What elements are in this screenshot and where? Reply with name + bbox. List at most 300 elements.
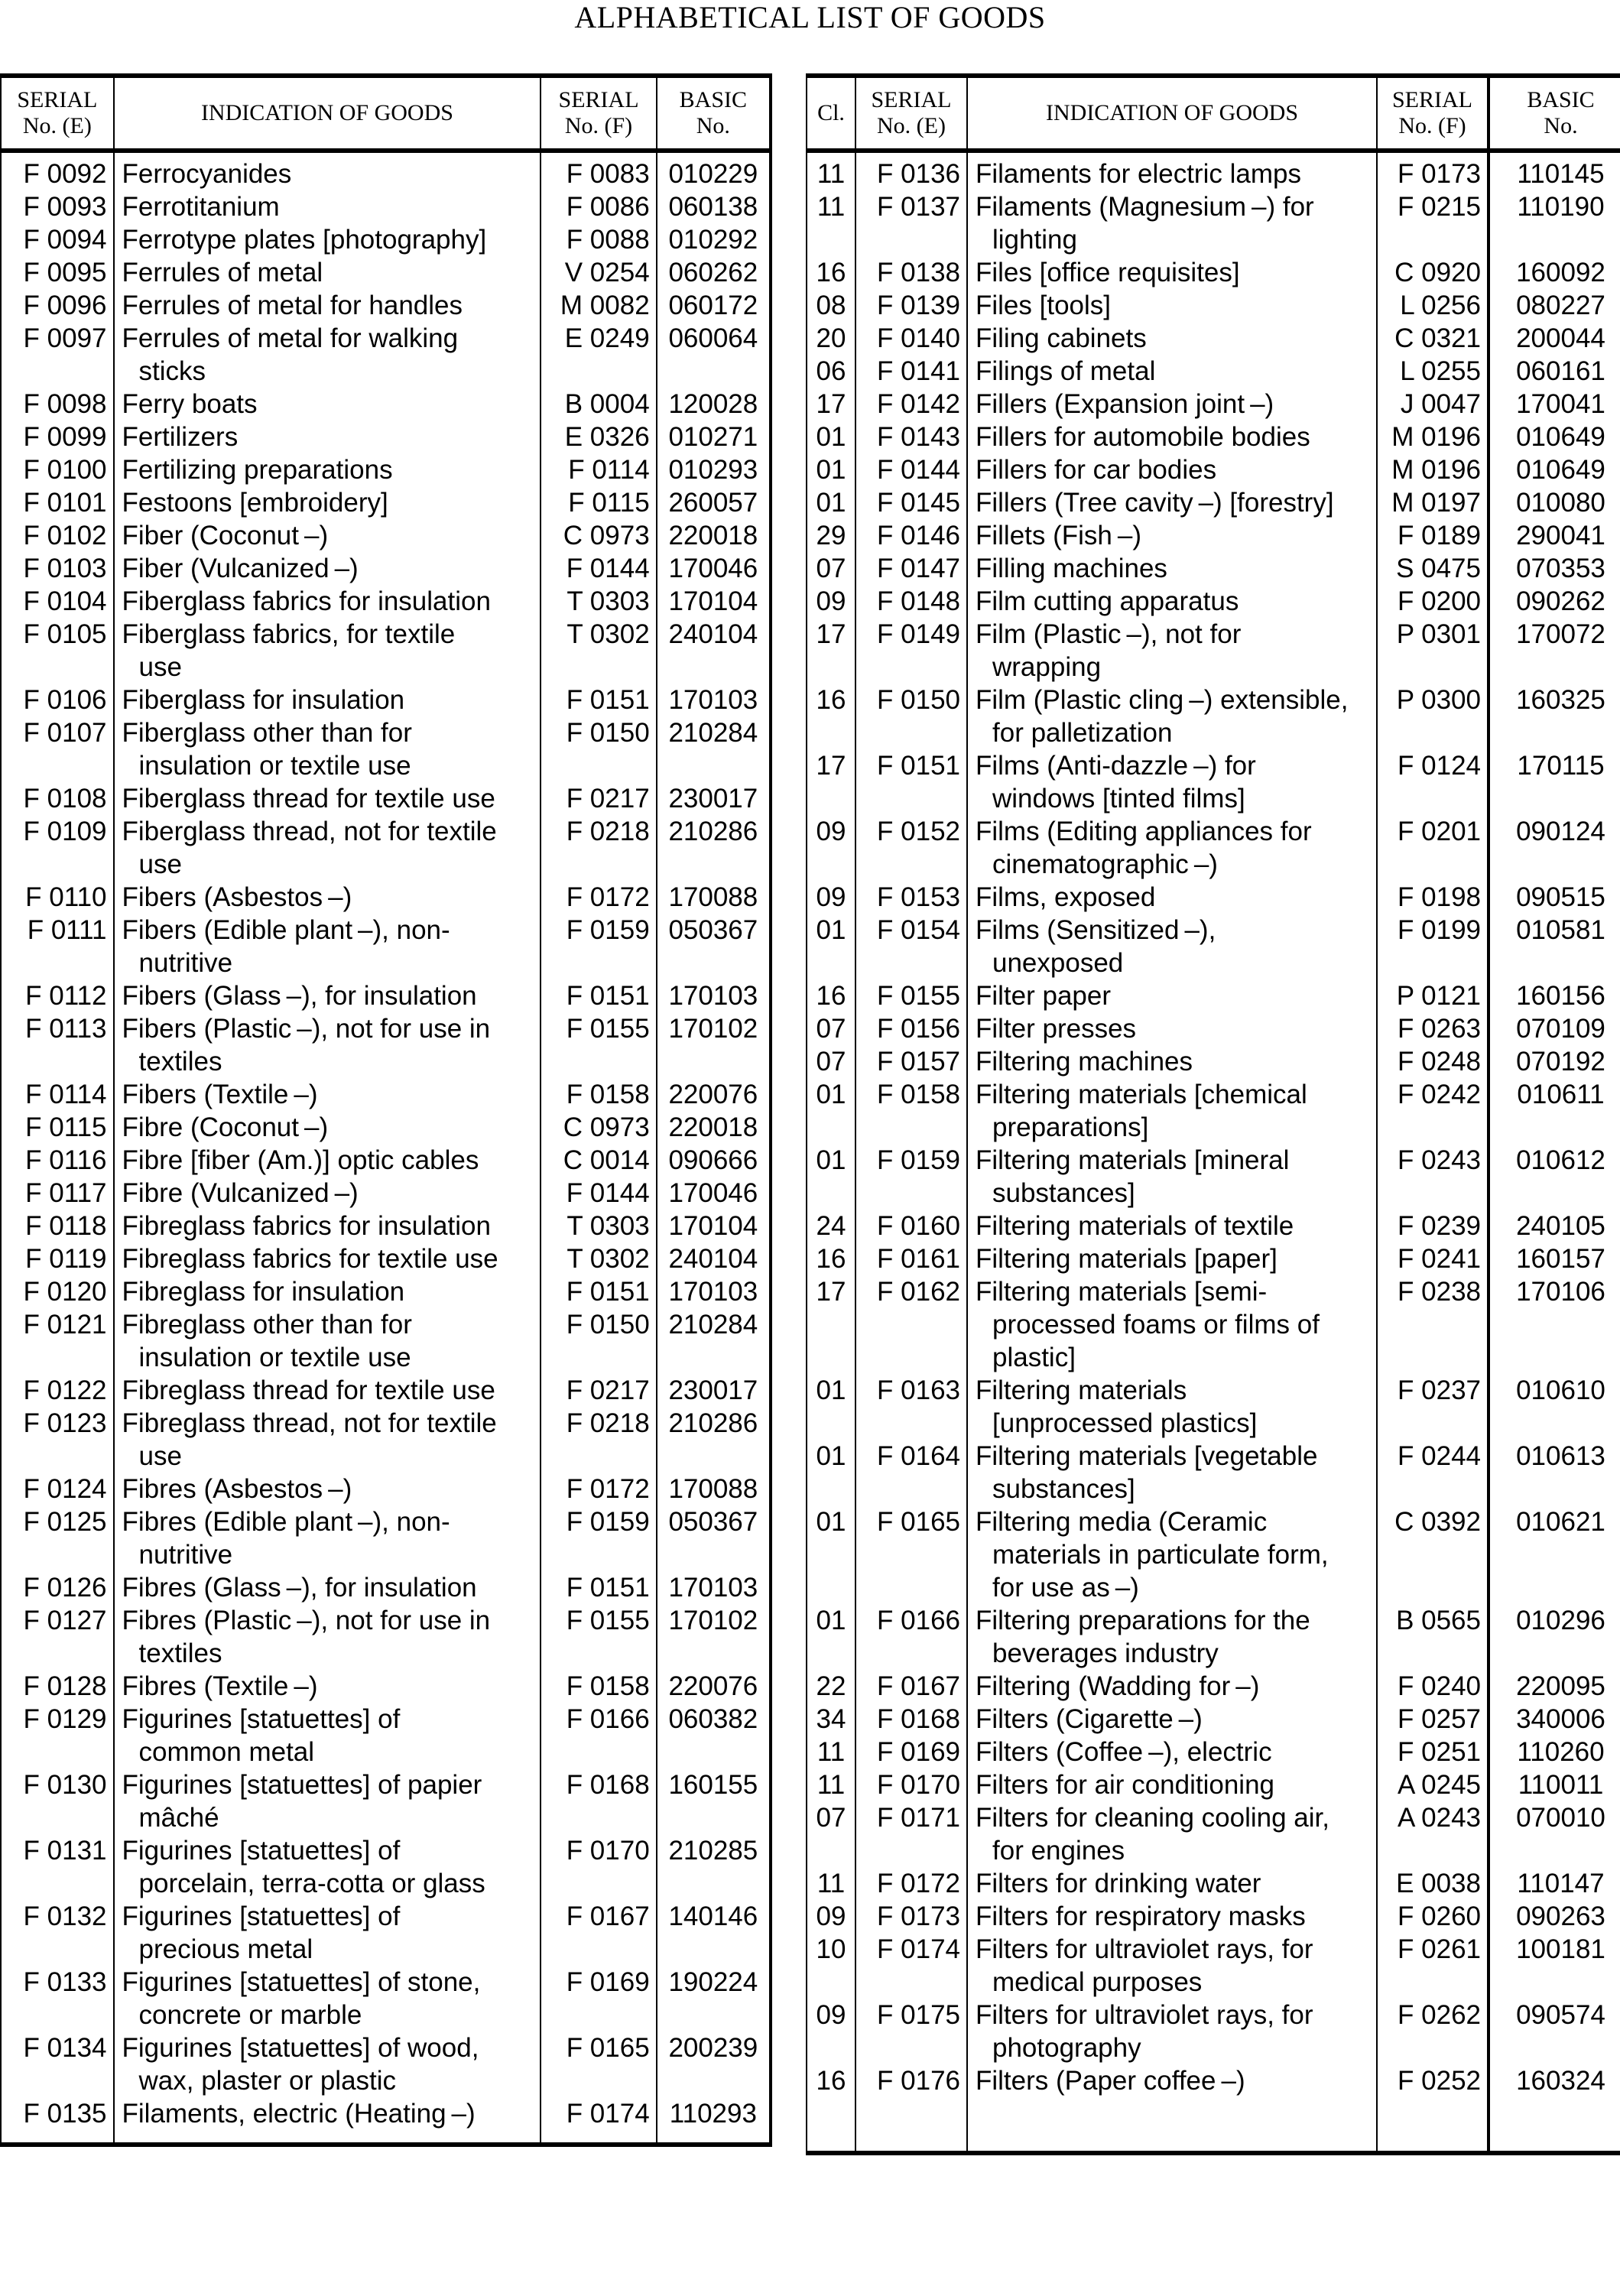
table-row [0, 486, 771, 519]
basic-number: 160324 [1489, 2064, 1620, 2097]
goods-line: Fiber (Vulcanized –) [122, 554, 359, 583]
goods-line: Ferrotype plates [photography] [122, 225, 487, 255]
goods-line: Ferrules of metal for walking [122, 323, 459, 353]
table-row [0, 1308, 771, 1374]
table-row [0, 388, 771, 421]
table-row [0, 322, 771, 388]
spacer-cell [967, 2097, 1377, 2153]
basic-number: 060064 [657, 322, 771, 388]
basic-number: 010581 [1489, 914, 1620, 979]
goods-line: Fibers (Plastic –), not for use in [122, 1014, 491, 1044]
table-row [0, 1078, 771, 1111]
goods-indication [967, 1078, 1377, 1144]
serial-f: F 0261 [1377, 1933, 1489, 1999]
goods-line: Fibre (Coconut –) [122, 1112, 329, 1142]
table-row [807, 1440, 1620, 1505]
goods-line: Filtering materials of textile [976, 1211, 1294, 1241]
goods-continuation-line: medical purposes [992, 1967, 1203, 1997]
serial-e: F 0172 [855, 1867, 967, 1900]
serial-e: F 0094 [1, 223, 113, 256]
goods-line: Fibres (Asbestos –) [122, 1474, 352, 1504]
goods-continuation-line: porcelain, terra-cotta or glass [138, 1869, 485, 1898]
table-row [807, 486, 1620, 519]
serial-e: F 0107 [1, 716, 113, 782]
class-number: 20 [807, 322, 855, 355]
goods-line: Ferrules of metal [122, 258, 323, 287]
table-row [807, 421, 1620, 453]
serial-e: F 0138 [855, 256, 967, 289]
serial-e: F 0127 [1, 1604, 113, 1670]
goods-indication [114, 815, 541, 881]
serial-e: F 0135 [1, 2097, 113, 2130]
serial-e: F 0136 [855, 151, 967, 190]
serial-e: F 0108 [1, 782, 113, 815]
serial-f: T 0302 [541, 1242, 656, 1275]
serial-e: F 0145 [855, 486, 967, 519]
goods-indication [967, 355, 1377, 388]
serial-f: C 0920 [1377, 256, 1489, 289]
goods-indication [114, 716, 541, 782]
serial-f: C 0321 [1377, 322, 1489, 355]
goods-continuation-line: [unprocessed plastics] [992, 1408, 1258, 1438]
serial-e: F 0101 [1, 486, 113, 519]
goods-indication [967, 2064, 1377, 2097]
table-row [0, 618, 771, 684]
serial-f: F 0243 [1377, 1144, 1489, 1210]
goods-indication [967, 749, 1377, 815]
serial-f: B 0565 [1377, 1604, 1489, 1670]
serial-f: F 0173 [1377, 151, 1489, 190]
goods-continuation-line: concrete or marble [138, 2000, 362, 2030]
basic-number: 260057 [657, 486, 771, 519]
goods-line: Filtering media (Ceramic [976, 1507, 1268, 1537]
goods-line: Fillers for automobile bodies [976, 422, 1310, 452]
basic-number: 090574 [1489, 1999, 1620, 2064]
serial-e: F 0102 [1, 519, 113, 552]
goods-continuation-line: textiles [138, 1047, 222, 1077]
serial-f: F 0218 [541, 815, 656, 881]
goods-indication [114, 552, 541, 585]
serial-e: F 0162 [855, 1275, 967, 1374]
serial-f: F 0238 [1377, 1275, 1489, 1374]
basic-number: 070353 [1489, 552, 1620, 585]
goods-line: Filtering preparations for the [976, 1606, 1310, 1635]
table-row [0, 1275, 771, 1308]
serial-f: F 0240 [1377, 1670, 1489, 1703]
class-number: 01 [807, 1505, 855, 1604]
basic-number: 090666 [657, 1144, 771, 1177]
serial-e: F 0129 [1, 1703, 113, 1768]
serial-f: T 0302 [541, 618, 656, 684]
table-row [807, 322, 1620, 355]
goods-line: Fibres (Textile –) [122, 1671, 318, 1701]
serial-e: F 0169 [855, 1736, 967, 1768]
class-number: 22 [807, 1670, 855, 1703]
class-number: 11 [807, 1867, 855, 1900]
goods-indication [967, 151, 1377, 190]
goods-continuation-line: nutritive [138, 1540, 233, 1570]
serial-e: F 0173 [855, 1900, 967, 1933]
serial-f: F 0172 [541, 881, 656, 914]
table-body-right [807, 151, 1620, 2153]
class-number: 01 [807, 1440, 855, 1505]
serial-e: F 0163 [855, 1374, 967, 1440]
goods-indication [114, 1144, 541, 1177]
goods-indication [114, 881, 541, 914]
table-row [0, 289, 771, 322]
basic-number: 170041 [1489, 388, 1620, 421]
serial-e: F 0154 [855, 914, 967, 979]
goods-line: Figurines [statuettes] of [122, 1704, 401, 1734]
serial-e: F 0098 [1, 388, 113, 421]
goods-indication [114, 585, 541, 618]
table-row [807, 749, 1620, 815]
table-row [807, 1801, 1620, 1867]
goods-indication [114, 1308, 541, 1374]
serial-e: F 0093 [1, 190, 113, 223]
serial-f: P 0300 [1377, 684, 1489, 749]
goods-line: Figurines [statuettes] of papier [122, 1770, 482, 1800]
serial-f: F 0172 [541, 1473, 656, 1505]
goods-table-right [806, 73, 1620, 2155]
class-number: 06 [807, 355, 855, 388]
serial-f: F 0169 [541, 1966, 656, 2031]
goods-line: Fibreglass thread, not for textile [122, 1408, 497, 1438]
basic-number: 110145 [1489, 151, 1620, 190]
serial-f: F 0200 [1377, 585, 1489, 618]
serial-f: E 0249 [541, 322, 656, 388]
serial-e: F 0116 [1, 1144, 113, 1177]
basic-number: 170102 [657, 1604, 771, 1670]
serial-f: F 0201 [1377, 815, 1489, 881]
serial-e: F 0167 [855, 1670, 967, 1703]
table-row [0, 519, 771, 552]
class-number: 16 [807, 979, 855, 1012]
basic-number: 170106 [1489, 1275, 1620, 1374]
goods-line: Fertilizers [122, 422, 239, 452]
goods-line: Fertilizing preparations [122, 455, 393, 485]
header-serial-e-line2: No. (E) [877, 113, 946, 138]
class-number: 34 [807, 1703, 855, 1736]
header-serial-f-line1: SERIAL [558, 87, 639, 112]
table-row [0, 1966, 771, 2031]
goods-indication [967, 1736, 1377, 1768]
table-row [0, 1407, 771, 1473]
serial-f: C 0392 [1377, 1505, 1489, 1604]
table-row [0, 684, 771, 716]
goods-indication [967, 1768, 1377, 1801]
table-row [807, 1012, 1620, 1045]
basic-number: 170046 [657, 1177, 771, 1210]
goods-line: Films (Anti-dazzle –) for [976, 751, 1256, 781]
basic-number: 110260 [1489, 1736, 1620, 1768]
goods-indication [114, 453, 541, 486]
goods-indication [114, 223, 541, 256]
goods-line: Fiber (Coconut –) [122, 521, 329, 550]
table-row [0, 1012, 771, 1078]
goods-line: Fibres (Glass –), for insulation [122, 1573, 477, 1603]
table-row [807, 1374, 1620, 1440]
goods-continuation-line: mâché [138, 1803, 219, 1833]
goods-indication [114, 1407, 541, 1473]
table-row [0, 1144, 771, 1177]
goods-continuation-line: for engines [992, 1836, 1125, 1866]
goods-continuation-line: textiles [138, 1638, 222, 1668]
class-number: 17 [807, 1275, 855, 1374]
serial-f: M 0196 [1377, 453, 1489, 486]
goods-indication [114, 1177, 541, 1210]
table-row [807, 1768, 1620, 1801]
goods-line: Fibers (Textile –) [122, 1080, 318, 1109]
goods-indication [967, 1505, 1377, 1604]
serial-e: F 0176 [855, 2064, 967, 2097]
table-row [0, 1703, 771, 1768]
goods-indication [967, 1440, 1377, 1505]
class-number: 01 [807, 486, 855, 519]
table-row [0, 782, 771, 815]
goods-continuation-line: beverages industry [992, 1638, 1219, 1668]
table-row [0, 914, 771, 979]
basic-number: 220018 [657, 519, 771, 552]
spacer-cell [1489, 2097, 1620, 2153]
serial-f: F 0166 [541, 1703, 656, 1768]
goods-line: Filing cabinets [976, 323, 1147, 353]
serial-f: F 0115 [541, 486, 656, 519]
header-serial-e [855, 76, 967, 151]
goods-line: Fibers (Asbestos –) [122, 882, 352, 912]
serial-e: F 0113 [1, 1012, 113, 1078]
basic-number: 160325 [1489, 684, 1620, 749]
table-row [807, 914, 1620, 979]
basic-number: 170104 [657, 585, 771, 618]
goods-line: Filtering materials [976, 1375, 1187, 1405]
goods-line: Filtering materials [chemical [976, 1080, 1307, 1109]
goods-line: Filaments, electric (Heating –) [122, 2099, 476, 2129]
header-serial-f-line1: SERIAL [1392, 87, 1472, 112]
goods-line: Fibers (Edible plant –), non- [122, 915, 450, 945]
serial-f: F 0151 [541, 1571, 656, 1604]
serial-f: V 0254 [541, 256, 656, 289]
class-number: 09 [807, 815, 855, 881]
goods-line: Fiberglass fabrics for insulation [122, 586, 491, 616]
goods-line: Film cutting apparatus [976, 586, 1239, 616]
table-row [807, 453, 1620, 486]
goods-continuation-line: preparations] [992, 1112, 1149, 1142]
class-number: 24 [807, 1210, 855, 1242]
basic-number: 210284 [657, 1308, 771, 1374]
serial-e: F 0103 [1, 552, 113, 585]
table-row [0, 190, 771, 223]
class-number: 11 [807, 1768, 855, 1801]
goods-indication [967, 1801, 1377, 1867]
goods-indication [967, 388, 1377, 421]
table-row [0, 1571, 771, 1604]
goods-line: Fiberglass thread for textile use [122, 784, 495, 814]
table-row [0, 585, 771, 618]
table-row [807, 190, 1620, 256]
table-row [0, 256, 771, 289]
table-row [807, 1867, 1620, 1900]
serial-f: F 0165 [541, 2031, 656, 2097]
table-row [807, 151, 1620, 190]
serial-f: F 0260 [1377, 1900, 1489, 1933]
goods-indication [967, 421, 1377, 453]
goods-continuation-line: photography [992, 2033, 1141, 2063]
basic-number: 010080 [1489, 486, 1620, 519]
goods-indication [114, 289, 541, 322]
serial-e: F 0133 [1, 1966, 113, 2031]
basic-number: 060161 [1489, 355, 1620, 388]
basic-number: 170103 [657, 1571, 771, 1604]
serial-e: F 0119 [1, 1242, 113, 1275]
goods-indication [114, 1012, 541, 1078]
basic-number: 070192 [1489, 1045, 1620, 1078]
goods-line: Filters (Paper coffee –) [976, 2066, 1245, 2096]
goods-line: Filters for ultraviolet rays, for [976, 2000, 1313, 2030]
goods-line: Fibreglass thread for textile use [122, 1375, 495, 1405]
serial-e: F 0171 [855, 1801, 967, 1867]
table-row [0, 815, 771, 881]
serial-e: F 0097 [1, 322, 113, 388]
serial-e: F 0164 [855, 1440, 967, 1505]
table-row [807, 1242, 1620, 1275]
basic-number: 010292 [657, 223, 771, 256]
goods-continuation-line: for palletization [992, 718, 1173, 748]
table-bottom-spacer [0, 2130, 771, 2145]
class-number: 01 [807, 1078, 855, 1144]
spacer-cell [114, 2130, 541, 2145]
goods-continuation-line: cinematographic –) [992, 849, 1218, 879]
basic-number: 230017 [657, 1374, 771, 1407]
serial-e: F 0126 [1, 1571, 113, 1604]
serial-e: F 0153 [855, 881, 967, 914]
serial-e: F 0141 [855, 355, 967, 388]
spacer-cell [855, 2097, 967, 2153]
header-basic-line2: No. [696, 113, 730, 138]
basic-number: 190224 [657, 1966, 771, 2031]
serial-f: F 0257 [1377, 1703, 1489, 1736]
goods-indication [967, 1933, 1377, 1999]
serial-e: F 0137 [855, 190, 967, 256]
goods-indication [114, 1703, 541, 1768]
basic-number: 170103 [657, 684, 771, 716]
basic-number: 170102 [657, 1012, 771, 1078]
serial-f: F 0217 [541, 782, 656, 815]
goods-line: Fiberglass fabrics, for textile [122, 619, 456, 649]
serial-f: F 0237 [1377, 1374, 1489, 1440]
serial-e: F 0132 [1, 1900, 113, 1966]
goods-line: Films (Sensitized –), [976, 915, 1216, 945]
serial-f: M 0196 [1377, 421, 1489, 453]
table-row [0, 2097, 771, 2130]
serial-e: F 0122 [1, 1374, 113, 1407]
goods-indication [967, 256, 1377, 289]
goods-indication [114, 782, 541, 815]
goods-line: Fibreglass other than for [122, 1310, 412, 1340]
goods-continuation-line: materials in particulate form, [992, 1540, 1329, 1570]
table-row [807, 1210, 1620, 1242]
serial-f: F 0151 [541, 684, 656, 716]
goods-indication [967, 1144, 1377, 1210]
goods-line: Filling machines [976, 554, 1167, 583]
serial-f: F 0151 [541, 1275, 656, 1308]
serial-f: F 0168 [541, 1768, 656, 1834]
table-header-row [807, 76, 1620, 151]
goods-indication [967, 585, 1377, 618]
goods-indication [967, 1045, 1377, 1078]
serial-e: F 0130 [1, 1768, 113, 1834]
serial-f: F 0170 [541, 1834, 656, 1900]
goods-indication [114, 1834, 541, 1900]
page-title: ALPHABETICAL LIST OF GOODS [574, 0, 1046, 34]
goods-line: Fillers (Tree cavity –) [forestry] [976, 488, 1334, 518]
serial-e: F 0111 [1, 914, 113, 979]
class-number: 09 [807, 881, 855, 914]
table-row [0, 716, 771, 782]
basic-number: 110293 [657, 2097, 771, 2130]
serial-e: F 0104 [1, 585, 113, 618]
goods-continuation-line: insulation or textile use [138, 751, 411, 781]
basic-number: 060138 [657, 190, 771, 223]
goods-continuation-line: substances] [992, 1474, 1135, 1504]
goods-indication [967, 453, 1377, 486]
goods-indication [114, 979, 541, 1012]
table-row [807, 979, 1620, 1012]
table-row [0, 1210, 771, 1242]
table-row [807, 2064, 1620, 2097]
goods-line: Filter presses [976, 1014, 1137, 1044]
serial-f: F 0155 [541, 1012, 656, 1078]
serial-e: F 0159 [855, 1144, 967, 1210]
goods-line: Fillers (Expansion joint –) [976, 389, 1274, 419]
serial-f: M 0082 [541, 289, 656, 322]
serial-f: F 0144 [541, 1177, 656, 1210]
serial-f: F 0215 [1377, 190, 1489, 256]
basic-number: 110147 [1489, 1867, 1620, 1900]
serial-e: F 0142 [855, 388, 967, 421]
goods-line: Fibers (Glass –), for insulation [122, 981, 477, 1011]
serial-e: F 0109 [1, 815, 113, 881]
goods-indication [114, 322, 541, 388]
serial-f: F 0155 [541, 1604, 656, 1670]
table-row [0, 1900, 771, 1966]
serial-e: F 0128 [1, 1670, 113, 1703]
table-bottom-spacer [807, 2097, 1620, 2153]
serial-e: F 0131 [1, 1834, 113, 1900]
goods-indication [114, 256, 541, 289]
goods-indication [114, 1604, 541, 1670]
goods-continuation-line: windows [tinted films] [992, 784, 1245, 814]
table-row [0, 1768, 771, 1834]
serial-e: F 0170 [855, 1768, 967, 1801]
goods-line: Films, exposed [976, 882, 1156, 912]
table-row [807, 618, 1620, 684]
goods-continuation-line: unexposed [992, 948, 1124, 978]
table-row [807, 388, 1620, 421]
goods-line: Figurines [statuettes] of [122, 1901, 401, 1931]
basic-number: 220076 [657, 1670, 771, 1703]
basic-number: 210284 [657, 716, 771, 782]
goods-indication [114, 1242, 541, 1275]
header-serial-f [1377, 76, 1489, 151]
goods-line: Filter paper [976, 981, 1112, 1011]
table-row [807, 1505, 1620, 1604]
serial-f: F 0150 [541, 716, 656, 782]
basic-number: 220018 [657, 1111, 771, 1144]
goods-line: Fibre (Vulcanized –) [122, 1178, 359, 1208]
basic-number: 080227 [1489, 289, 1620, 322]
class-number: 01 [807, 1604, 855, 1670]
